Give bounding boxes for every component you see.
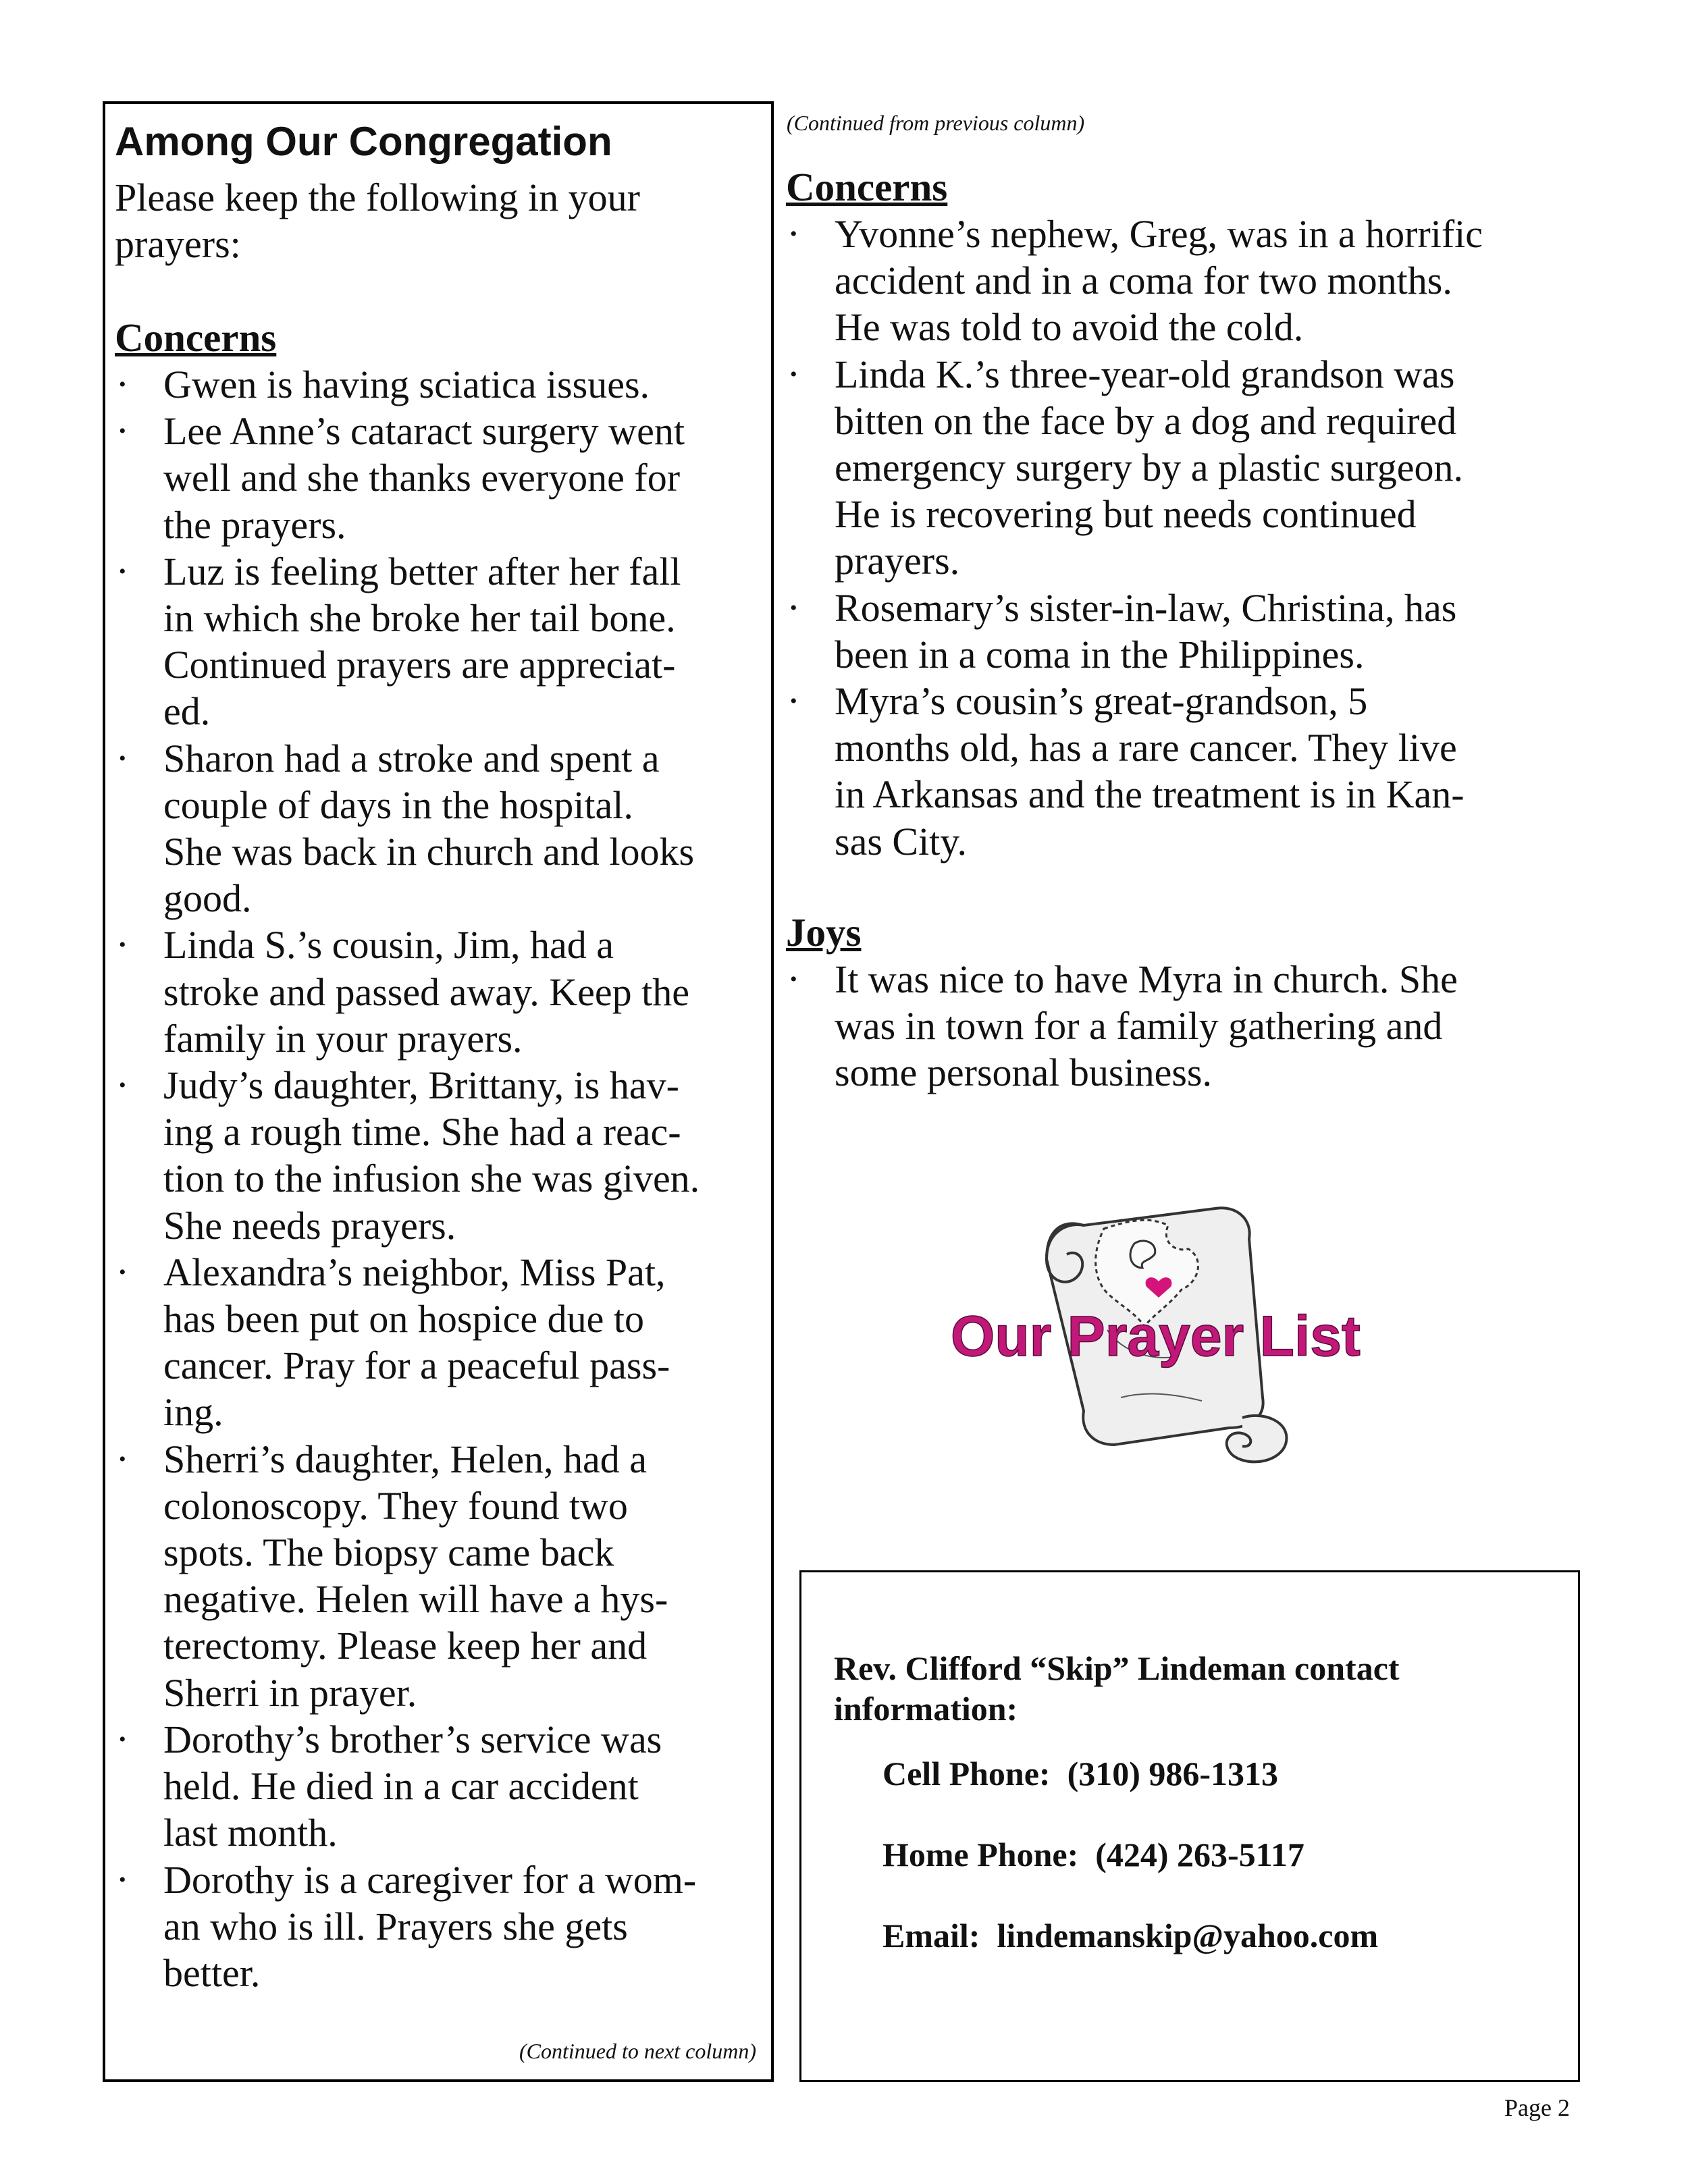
continued-next-note: (Continued to next column): [519, 2039, 756, 2063]
list-item-line: in which she broke her tail bone.: [163, 596, 676, 641]
list-item-line: has been put on hospice due to: [163, 1297, 644, 1341]
concerns-list-continued: [786, 211, 1583, 865]
list-item-line: been in a coma in the Philippines.: [835, 632, 1365, 676]
list-item-line: was in town for a family gathering and: [835, 1004, 1443, 1048]
home-phone-line: [882, 1834, 1304, 1875]
concerns-heading-continued: Concerns: [786, 165, 948, 209]
list-item: [115, 922, 776, 1062]
list-item-line: • Alexandra’s neighbor, Miss Pat,: [163, 1250, 666, 1294]
prayer-list-logo: [945, 1195, 1364, 1479]
list-item-line: He was told to avoid the cold.: [835, 305, 1304, 350]
logo-text: Our Prayer List: [951, 1304, 1361, 1368]
intro-text: Please keep the following in your prayers:: [115, 176, 640, 266]
list-item-line: • Sherri’s daughter, Helen, had a: [163, 1437, 647, 1481]
home-phone-label: Home Phone:: [882, 1836, 1079, 1873]
concerns-list: [115, 361, 776, 1996]
list-item-line: cancer. Pray for a peaceful pass-: [163, 1343, 670, 1388]
concerns-heading: Concerns: [115, 315, 277, 360]
joys-list: [786, 956, 1583, 1096]
list-item-line: • Rosemary’s sister-in-law, Christina, has: [835, 585, 1457, 630]
page-number: Page 2: [1504, 2094, 1570, 2121]
list-item-line: sas City.: [835, 819, 968, 863]
list-item: [115, 361, 776, 408]
list-item-line: • Myra’s cousin’s great-grandson, 5: [835, 679, 1368, 724]
list-item-line: well and she thanks everyone for: [163, 456, 681, 500]
list-item-line: colonoscopy. They found two: [163, 1483, 628, 1528]
list-item-line: • It was nice to have Myra in church. She: [835, 957, 1458, 1001]
list-item: [786, 351, 1583, 585]
list-item-line: • Gwen is having sciatica issues.: [163, 363, 650, 406]
list-item: [115, 408, 776, 548]
box-title: Among Our Congregation: [115, 119, 612, 164]
list-item-line: • Linda S.’s cousin, Jim, had a: [163, 923, 614, 967]
list-item-line: in Arkansas and the treatment is in Kan-: [835, 772, 1465, 817]
cell-phone-value[interactable]: (310) 986-1313: [1067, 1755, 1279, 1792]
list-item-line: • Luz is feeling better after her fall: [163, 549, 681, 593]
list-item: [115, 735, 776, 922]
list-item-line: terectomy. Please keep her and: [163, 1624, 648, 1668]
cell-phone-label: Cell Phone:: [882, 1755, 1051, 1792]
list-item: [115, 1062, 776, 1249]
list-item-line: ing.: [163, 1390, 223, 1435]
list-item-line: emergency surgery by a plastic surgeon.: [835, 446, 1463, 490]
email-value[interactable]: lindemanskip@yahoo.com: [997, 1917, 1379, 1954]
list-item-line: last month.: [163, 1811, 338, 1855]
list-item-line: family in your prayers.: [163, 1016, 523, 1061]
list-item-line: negative. Helen will have a hys-: [163, 1577, 668, 1622]
home-phone-value[interactable]: (424) 263-5117: [1095, 1836, 1304, 1873]
contact-box: [799, 1570, 1580, 2082]
list-item: [115, 1857, 776, 1997]
list-item-line: • Linda K.’s three-year-old grandson was: [835, 352, 1455, 396]
list-item-line: couple of days in the hospital.: [163, 782, 633, 827]
list-item-line: some personal business.: [835, 1050, 1212, 1095]
list-item-line: • Judy’s daughter, Brittany, is hav-: [163, 1063, 679, 1108]
list-item-line: • Lee Anne’s cataract surgery went: [163, 409, 685, 454]
list-item: [786, 678, 1583, 865]
list-item-line: spots. The biopsy came back: [163, 1530, 614, 1575]
right-concerns-section: [786, 164, 1583, 865]
list-item-line: stroke and passed away. Keep the: [163, 969, 689, 1014]
list-item-line: She needs prayers.: [163, 1203, 456, 1248]
list-item-line: ing a rough time. She had a reac-: [163, 1110, 681, 1154]
list-item-line: Sherri in prayer.: [163, 1670, 417, 1715]
congregation-box: [103, 101, 774, 2082]
list-item: [786, 585, 1583, 678]
continued-prev-note: (Continued from previous column): [787, 111, 1085, 135]
email-label: Email:: [882, 1917, 980, 1954]
list-item-line: prayers.: [835, 539, 960, 583]
list-item-line: • Yvonne’s nephew, Greg, was in a horrific: [835, 212, 1483, 256]
list-item-line: accident and in a coma for two months.: [835, 259, 1452, 303]
list-item: [786, 956, 1583, 1096]
list-item-line: • Sharon had a stroke and spent a: [163, 736, 660, 780]
joys-heading: Joys: [786, 910, 862, 955]
list-item-line: an who is ill. Prayers she gets: [163, 1904, 628, 1948]
list-item-line: the prayers.: [163, 502, 346, 547]
list-item-line: • Dorothy’s brother’s service was: [163, 1717, 662, 1761]
list-item-line: better.: [163, 1950, 261, 1995]
list-item-line: tion to the infusion she was given.: [163, 1156, 700, 1201]
list-item-line: months old, has a rare cancer. They live: [835, 726, 1457, 770]
joys-section: [786, 909, 1583, 1096]
list-item: [115, 548, 776, 735]
list-item-line: held. He died in a car accident: [163, 1764, 639, 1809]
list-item: [786, 211, 1583, 351]
cell-phone-line: [882, 1753, 1278, 1794]
list-item-line: bitten on the face by a dog and required: [835, 398, 1457, 443]
email-line: [882, 1915, 1378, 1956]
list-item: [115, 1436, 776, 1716]
list-item-line: ed.: [163, 689, 211, 734]
list-item-line: He is recovering but needs continued: [835, 492, 1417, 537]
list-item: [115, 1716, 776, 1857]
list-item-line: She was back in church and looks: [163, 830, 695, 874]
list-item-line: • Dorothy is a caregiver for a wom-: [163, 1857, 697, 1902]
left-concerns-section: [115, 315, 776, 1996]
list-item-line: Continued prayers are appreciat-: [163, 643, 676, 687]
list-item-line: good.: [163, 876, 252, 921]
contact-title: Rev. Clifford “Skip” Lindeman contact information:: [834, 1649, 1400, 1728]
list-item: [115, 1249, 776, 1436]
